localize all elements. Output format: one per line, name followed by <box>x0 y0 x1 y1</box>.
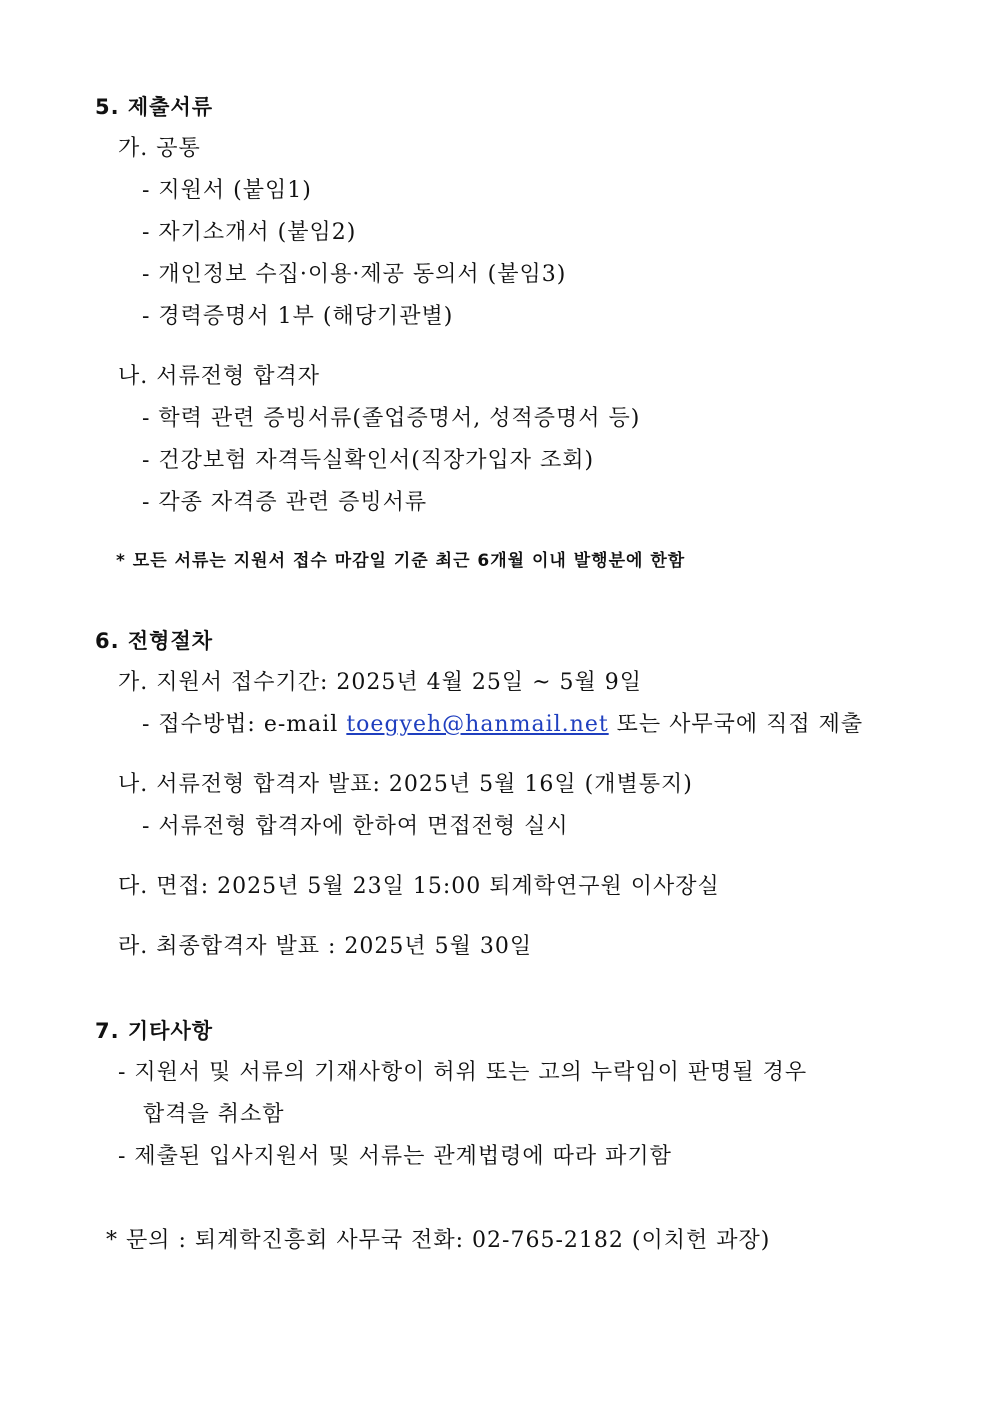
list-item: - 개인정보 수집·이용·제공 동의서 (붙임3) <box>142 262 567 287</box>
contact-info: * 문의 : 퇴계학진흥회 사무국 전화: 02-765-2182 (이치헌 과장) <box>106 1228 771 1253</box>
section-7-title: 7. 기타사항 <box>95 1019 214 1043</box>
list-item: - 건강보험 자격득실확인서(직장가입자 조회) <box>142 448 595 473</box>
section-6-a: 가. 지원서 접수기간: 2025년 4월 25일 ~ 5월 9일 <box>118 670 643 695</box>
list-item: - 제출된 입사지원서 및 서류는 관계법령에 따라 파기함 <box>118 1144 672 1169</box>
section-6-b-sub: - 서류전형 합격자에 한하여 면접전형 실시 <box>142 814 569 839</box>
section-6-title: 6. 전형절차 <box>95 629 214 653</box>
method-prefix: - 접수방법: e-mail <box>142 712 347 737</box>
section-5-b-title: 나. 서류전형 합격자 <box>118 364 320 389</box>
email-link[interactable]: toegyeh@hanmail.net <box>346 712 609 737</box>
section-6-c: 다. 면접: 2025년 5월 23일 15:00 퇴계학연구원 이사장실 <box>118 874 720 899</box>
list-item-continuation: 합격을 취소함 <box>143 1102 285 1127</box>
method-suffix: 또는 사무국에 직접 제출 <box>608 712 864 737</box>
list-item: - 지원서 및 서류의 기재사항이 허위 또는 고의 누락임이 판명될 경우 <box>118 1060 808 1085</box>
section-6-b: 나. 서류전형 합격자 발표: 2025년 5월 16일 (개별통지) <box>118 772 693 797</box>
list-item: - 경력증명서 1부 (해당기관별) <box>142 304 454 329</box>
section-6-a-method <box>142 710 863 740</box>
section-5-a-title: 가. 공통 <box>118 136 201 161</box>
section-6-d: 라. 최종합격자 발표 : 2025년 5월 30일 <box>118 934 533 959</box>
list-item: - 학력 관련 증빙서류(졸업증명서, 성적증명서 등) <box>142 406 641 431</box>
list-item: - 각종 자격증 관련 증빙서류 <box>142 490 428 515</box>
list-item: - 지원서 (붙임1) <box>142 178 312 203</box>
section-5-note: * 모든 서류는 지원서 접수 마감일 기준 최근 6개월 이내 발행분에 한함 <box>116 551 686 571</box>
list-item: - 자기소개서 (붙임2) <box>142 220 357 245</box>
section-5-title: 5. 제출서류 <box>95 95 214 119</box>
